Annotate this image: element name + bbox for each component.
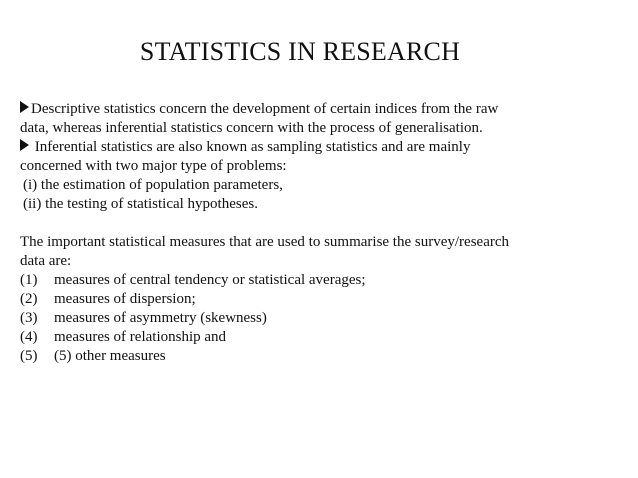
problem-item-1: (i) the estimation of population parameters, — [23, 177, 283, 193]
measure-text: measures of central tendency or statistical averages; — [54, 272, 366, 288]
bullet-1-line-2: data, whereas inferential statistics concern with the process of generalisation. — [20, 120, 483, 136]
measure-text: measures of relationship and — [54, 329, 227, 345]
measure-item-2 — [20, 290, 630, 309]
problem-item-2: (ii) the testing of statistical hypotheses. — [23, 196, 258, 212]
measure-number: (1) — [20, 272, 38, 288]
bullet-1-line-1 — [20, 100, 630, 119]
arrow-bullet-icon — [20, 101, 29, 113]
measure-text: measures of dispersion; — [54, 291, 196, 307]
measures-intro-line-2: data are: — [20, 253, 72, 269]
bullet-2-line-2: concerned with two major type of problems: — [20, 158, 287, 174]
measure-item-5 — [20, 347, 630, 366]
bullet-2-line-1 — [20, 138, 630, 157]
measure-number: (3) — [20, 310, 38, 326]
measure-number: (5) — [20, 348, 38, 364]
measure-text: measures of asymmetry (skewness) — [54, 310, 267, 326]
measure-text: (5) other measures — [54, 348, 166, 364]
bullet-1-text-1: Descriptive statistics concern the development of certain indices from the raw — [31, 101, 499, 117]
spacer — [20, 214, 630, 233]
measures-intro-line-1: The important statistical measures that are used to summarise the survey/research — [20, 234, 510, 250]
slide-body — [20, 100, 630, 366]
measure-item-4 — [20, 328, 630, 347]
measure-item-3 — [20, 309, 630, 328]
slide-title: STATISTICS IN RESEARCH — [139, 37, 461, 66]
measure-item-1 — [20, 271, 630, 290]
bullet-2-text-1: Inferential statistics are also known as sampling statistics and are mainly — [31, 139, 471, 155]
measure-number: (4) — [20, 329, 38, 345]
measure-number: (2) — [20, 291, 38, 307]
arrow-bullet-icon — [20, 139, 29, 151]
